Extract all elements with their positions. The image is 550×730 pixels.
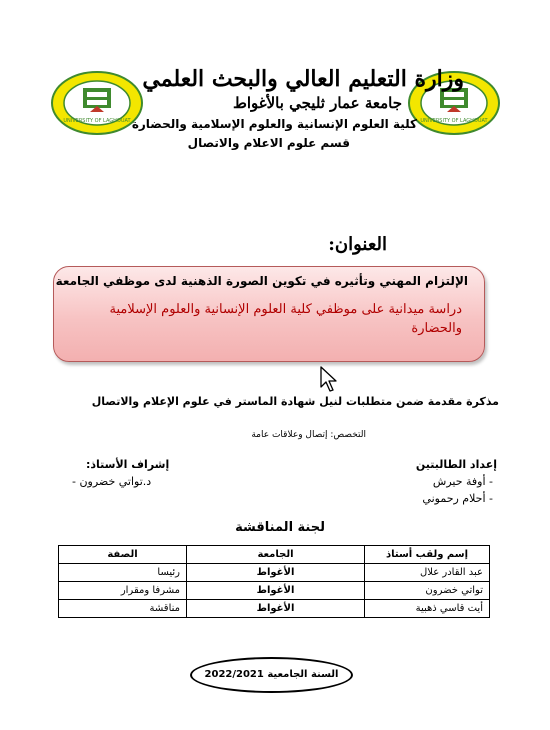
table-row — [59, 600, 490, 618]
member-name: عبد القادر علال — [365, 564, 490, 582]
title-label: العنوان: — [328, 234, 387, 255]
mouse-cursor-icon — [320, 366, 342, 394]
member-university: الأغواط — [187, 600, 365, 618]
supervisor-name: - د.تواتي خضرون — [72, 475, 152, 488]
student-name: - أحلام رحموني — [422, 492, 493, 505]
member-role: مشرفا ومقرار — [59, 582, 187, 600]
header-name: إسم ولقب أستاذ — [365, 546, 490, 564]
faculty-name: كلية العلوم الإنسانية والعلوم الإسلامية والحضارة — [131, 117, 417, 131]
member-role: مناقشة — [59, 600, 187, 618]
table-header-row — [59, 546, 490, 564]
svg-text:UNIVERSITY OF LAGHOUAT: UNIVERSITY OF LAGHOUAT — [63, 118, 131, 124]
svg-text:UNIVERSITY OF LAGHOUAT: UNIVERSITY OF LAGHOUAT — [420, 118, 488, 124]
specialty: التخصص: إتصال وعلاقات عامة — [251, 430, 366, 440]
committee-title: لجنة المناقشة — [235, 520, 325, 535]
header-role: الصفة — [59, 546, 187, 564]
member-university: الأغواط — [187, 582, 365, 600]
academic-year-oval — [190, 657, 353, 693]
student-name: - أوفة حيرش — [432, 475, 493, 488]
committee-table — [58, 545, 490, 618]
university-name: جامعة عمار ثليجي بالأغواط — [232, 94, 402, 112]
academic-year: السنة الجامعية 2022/2021 — [204, 669, 339, 680]
prepared-by-label: إعداد الطالبتين — [415, 458, 497, 471]
thesis-title: الإلتزام المهني وتأثيره في تكوين الصورة الذهنية لدى موظفي الجامعة — [55, 274, 468, 288]
header-university: الجامعة — [187, 546, 365, 564]
member-name: أيت قاسي ذهبية — [365, 600, 490, 618]
supervisor-label: :إشراف الأستاذ — [86, 458, 170, 471]
ministry-heading: وزارة التعليم العالي والبحث العلمي — [142, 66, 464, 92]
table-row — [59, 564, 490, 582]
member-name: تواتي خضرون — [365, 582, 490, 600]
memo-statement: مذكرة مقدمة ضمن متطلبات لنيل شهادة الماستر في علوم الإعلام والاتصال — [91, 395, 499, 408]
title-box — [53, 266, 485, 362]
university-logo-left — [50, 70, 144, 136]
table-row — [59, 582, 490, 600]
department-name: قسم علوم الاعلام والاتصال — [187, 136, 350, 150]
thesis-subtitle: دراسة ميدانية على موظفي كلية العلوم الإنسانية والعلوم الإسلامية والحضارة — [109, 302, 462, 336]
member-role: رئيسا — [59, 564, 187, 582]
member-university: الأغواط — [187, 564, 365, 582]
